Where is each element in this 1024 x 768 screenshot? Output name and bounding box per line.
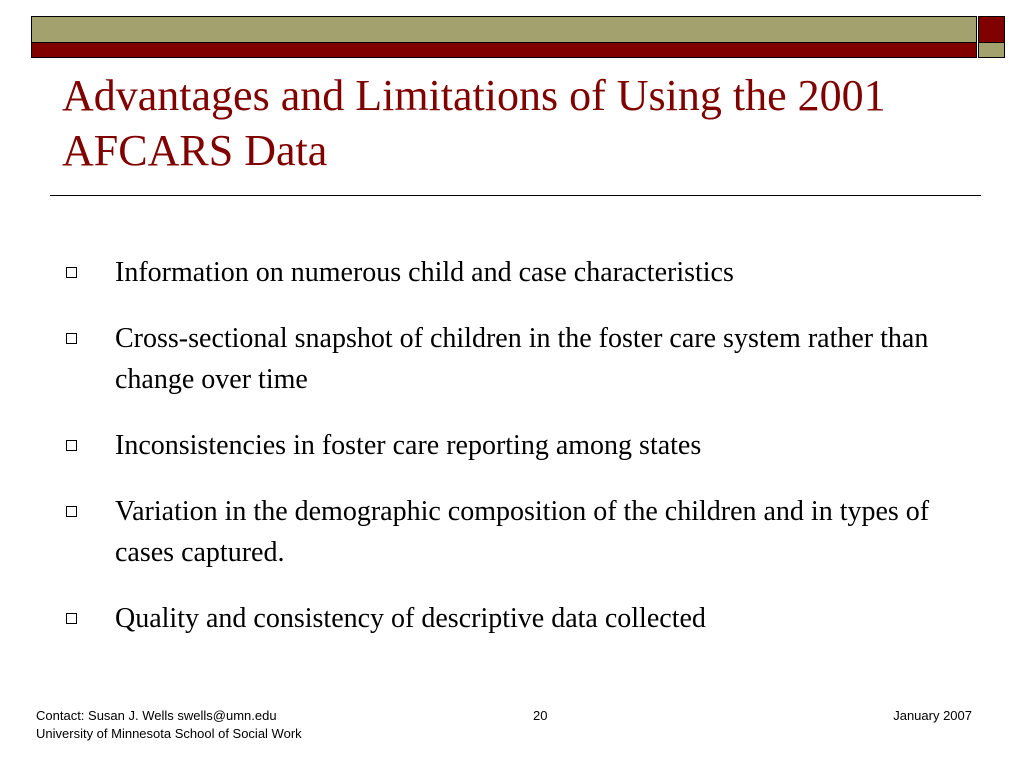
bullet-item (62, 491, 972, 573)
slide-title: Advantages and Limitations of Using the 2001 AFCARS Data (62, 71, 886, 175)
bullet-list (62, 252, 972, 664)
footer-date: January 2007 (893, 708, 972, 723)
footer-contact: Contact: Susan J. Wells swells@umn.edu (36, 708, 277, 723)
bullet-item (62, 252, 972, 293)
page-number: 20 (533, 708, 548, 723)
bullet-item (62, 318, 972, 400)
header-band-olive (31, 16, 977, 43)
footer-contact-block (36, 707, 302, 743)
bullet-text: Inconsistencies in foster care reporting among states (115, 430, 702, 461)
hollow-square-bullet-icon (66, 440, 77, 451)
bullet-text: Cross-sectional snapshot of children in the foster care system rather than change over time (115, 323, 929, 395)
bullet-item (62, 598, 972, 639)
header-band-maroon (31, 43, 977, 58)
bullet-text: Variation in the demographic composition of the children and in types of cases captured. (115, 496, 930, 568)
footer-institution: University of Minnesota School of Social Work (36, 726, 302, 741)
hollow-square-bullet-icon (66, 506, 77, 517)
header-corner-square-olive (978, 43, 1005, 58)
bullet-item (62, 425, 972, 466)
hollow-square-bullet-icon (66, 267, 77, 278)
title-divider (50, 195, 981, 196)
header-corner-square-maroon (978, 16, 1005, 43)
hollow-square-bullet-icon (66, 613, 77, 624)
bullet-text: Information on numerous child and case characteristics (115, 257, 734, 288)
hollow-square-bullet-icon (66, 333, 77, 344)
bullet-text: Quality and consistency of descriptive data collected (115, 603, 706, 634)
